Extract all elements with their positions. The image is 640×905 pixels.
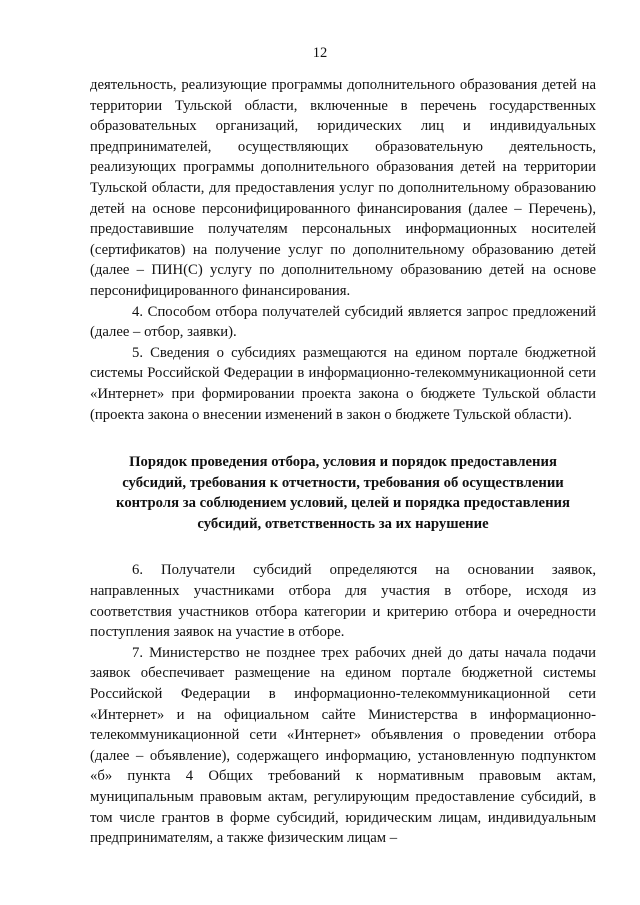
paragraph-4: 4. Способом отбора получателей субсидий является запрос предложений (далее – отбор, заявки). [90,303,596,341]
paragraph-6: 6. Получатели субсидий определяются на основании заявок, направленных участниками отбора для участия в отборе, исходя из соответствия участников отбора категории и критерию отбора и очередности поступления заявок на участие в отборе. [90,562,596,641]
document-body [90,75,596,849]
paragraph-continuation: деятельность, реализующие программы дополнительного образования детей на территории Тульской области, включенные в перечень государственных образовательных организаций, юридических лиц и индивидуальных предпринимателей, осуществляющих образовательную деятельность, реализующих программы дополнительного образования детей на территории Тульской области, для предоставления услуг по дополнительному образованию детей на основе персонифицированного финансирования (далее – Перечень), предоставившие получателям персональных информационных носителей (сертификатов) на получение услуг по дополнительному образованию детей (далее – ПИН(С) услугу по дополнительному образованию детей на основе персонифицированного финансирования. [90,77,596,299]
paragraph-5: 5. Сведения о субсидиях размещаются на едином портале бюджетной системы Российской Федерации в информационно-телекоммуникационной сети «Интернет» при формировании проекта закона о бюджете Тульской области (проекта закона о внесении изменений в закон о бюджете Тульской области). [90,344,596,423]
page-number: 12 [312,45,328,61]
section-heading: Порядок проведения отбора, условия и порядок предоставления субсидий, требования к отчетности, требования об осуществлении контроля за соблюдением условий, целей и порядка предоставления субсидий, ответственность за их нарушение [116,454,570,532]
paragraph-7: 7. Министерство не позднее трех рабочих дней до даты начала подачи заявок обеспечивает размещение на едином портале бюджетной системы Российской Федерации в информационно-телекоммуникационной сети «Интернет» и на официальном сайте Министерства в информационно-телекоммуникационной сети «Интернет» объявления о проведении отбора (далее – объявление), содержащего информацию, установленную подпунктом «б» пункта 4 Общих требований к нормативным правовым актам, муниципальным правовым актам, регулирующим предоставление субсидий, в том числе грантов в форме субсидий, юридическим лицам, индивидуальным предпринимателям, а также физическим лицам – [90,644,596,847]
